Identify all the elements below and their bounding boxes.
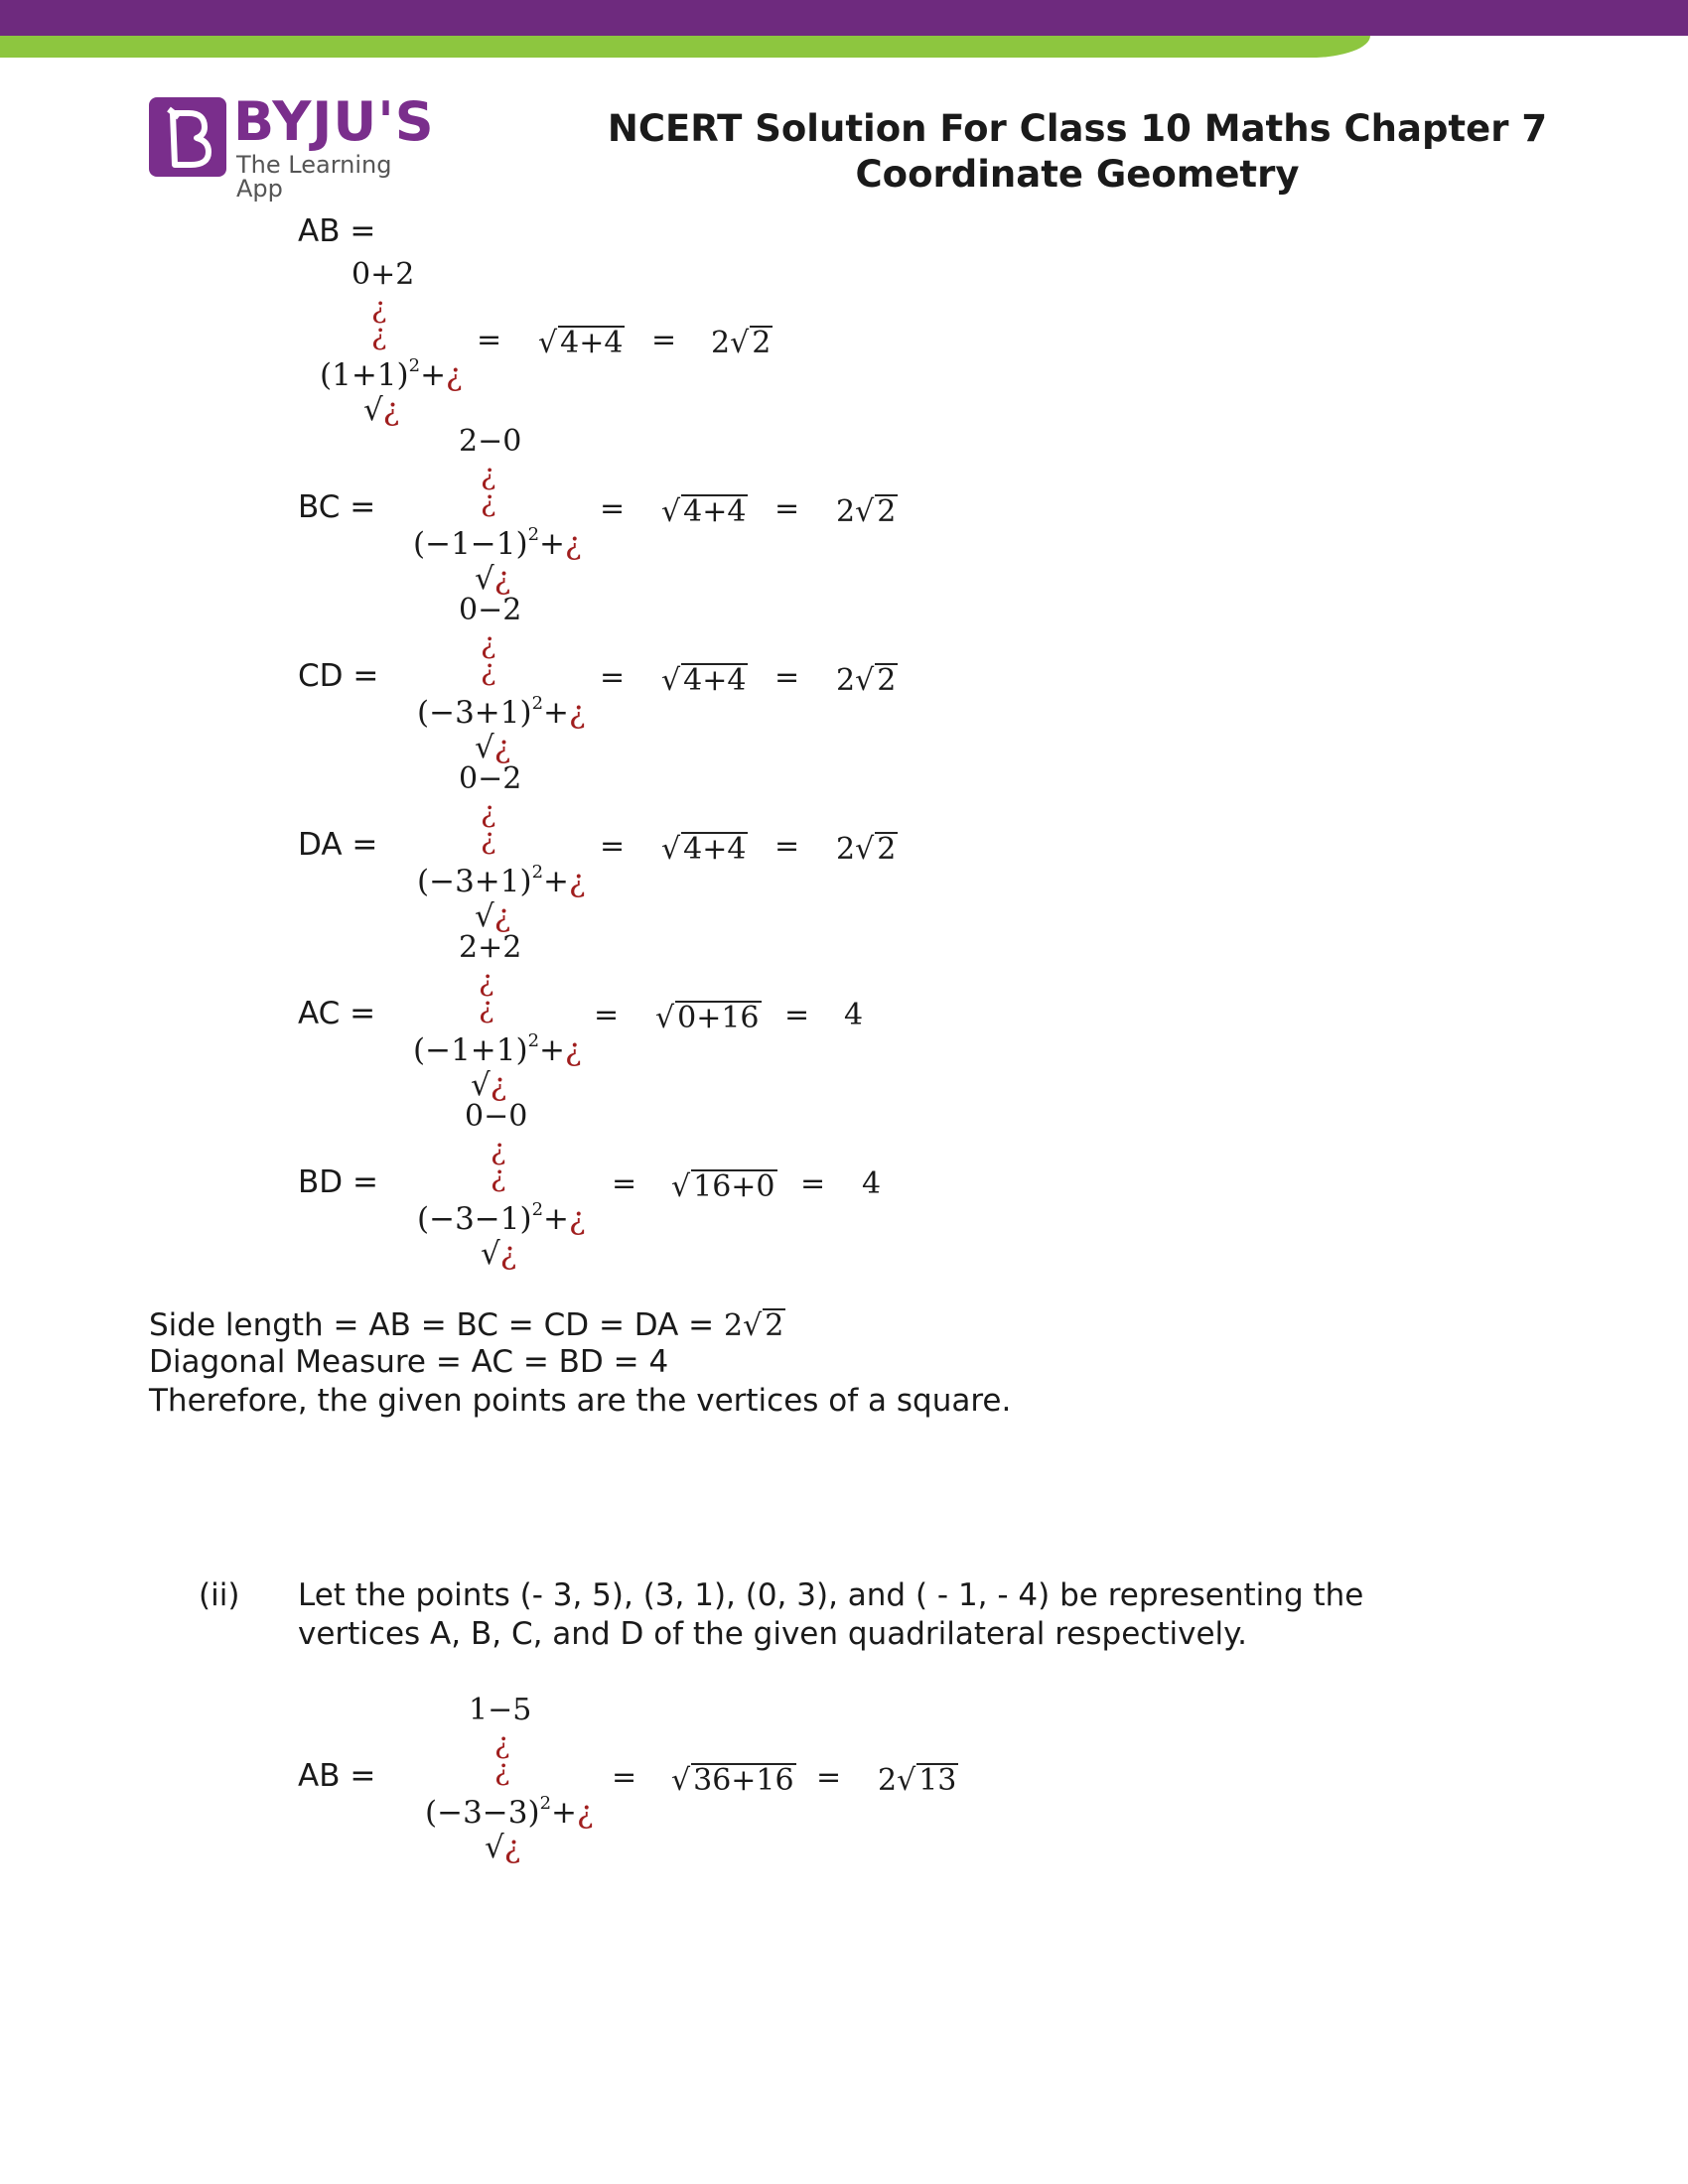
- cd-paren-expr: $(-3+1)^2+¿$: [417, 693, 586, 731]
- bd-paren: (−3−1): [417, 1201, 532, 1237]
- bc-sqrt-arg: 4+4: [683, 494, 747, 529]
- page-title-line-2: Coordinate Geometry: [855, 153, 1300, 196]
- ac-eq-2: =: [784, 998, 810, 1032]
- cd-result-coef: 2: [836, 663, 856, 698]
- byjus-logo-icon: [149, 97, 226, 177]
- ab2-label: AB =: [298, 1758, 376, 1794]
- cd-sqrt: √ 4+4: [661, 663, 747, 698]
- header-band-green: [0, 36, 1370, 58]
- ab-artifact-2: ¿: [371, 318, 387, 351]
- cd-artifact-2: ¿: [481, 653, 496, 687]
- bd-sqrt-arg: 16+0: [693, 1169, 775, 1204]
- cd-eq-2: =: [774, 660, 800, 695]
- ab-result: 2√ 2: [711, 326, 772, 360]
- bd-eq-2: =: [800, 1166, 826, 1201]
- bc-artifact-2: ¿: [481, 484, 496, 518]
- byjus-logo: [149, 90, 437, 203]
- bd-label: BD =: [298, 1164, 378, 1200]
- ab2-exp: 2: [539, 1793, 552, 1814]
- ac-paren: (−1+1): [413, 1032, 528, 1068]
- header-band-purple: [0, 0, 1688, 36]
- cd-result: 2√ 2: [836, 663, 897, 698]
- cd-paren: (−3+1): [417, 695, 532, 731]
- cd-artifact-4: ¿: [493, 730, 511, 765]
- ab2-eq-1: =: [612, 1760, 637, 1795]
- bc-paren-expr: $(-1-1)^2+¿$: [413, 524, 582, 562]
- bc-artifact-4: ¿: [493, 561, 511, 597]
- da-artifact-1: ¿: [481, 795, 496, 829]
- page-title-line-1: NCERT Solution For Class 10 Maths Chapter 7: [607, 107, 1548, 150]
- bd-artifact-3: ¿: [569, 1201, 586, 1237]
- da-artifact-4: ¿: [493, 898, 511, 934]
- ab2-artifact-4: ¿: [503, 1830, 521, 1865]
- bc-artifact-1: ¿: [481, 458, 496, 491]
- ab2-sqrt-arg: 36+16: [693, 1763, 794, 1798]
- ab-artifact-3: ¿: [446, 357, 463, 393]
- bd-eq-1: =: [612, 1166, 637, 1201]
- bd-artifact-2: ¿: [491, 1160, 506, 1193]
- cd-sqrt-arg: 4+4: [683, 663, 747, 698]
- ac-sqrt: √ 0+16: [655, 1001, 760, 1035]
- ab2-artifact-1: ¿: [494, 1726, 510, 1760]
- da-sqrt-arg: 4+4: [683, 832, 747, 867]
- bc-result-root: 2: [877, 494, 897, 529]
- bc-artifact-3: ¿: [565, 526, 582, 562]
- bc-result: 2√ 2: [836, 494, 897, 529]
- bd-sqrt: √ 16+0: [671, 1169, 775, 1204]
- cd-root-artifact: √¿: [475, 730, 511, 765]
- part-ii-marker: (ii): [199, 1577, 240, 1613]
- bd-root-artifact: √¿: [481, 1236, 517, 1272]
- ab-eq-1: =: [477, 323, 502, 357]
- da-label: DA =: [298, 827, 378, 863]
- bd-artifact-4: ¿: [499, 1236, 517, 1272]
- da-paren-expr: $(-3+1)^2+¿$: [417, 862, 586, 899]
- part-ii-line-2: vertices A, B, C, and D of the given quadrilateral respectively.: [298, 1616, 1247, 1652]
- bc-eq-2: =: [774, 491, 800, 526]
- ac-numerator: 2+2: [459, 930, 522, 965]
- ac-artifact-3: ¿: [565, 1032, 582, 1068]
- ab-numerator: 0+2: [352, 257, 415, 292]
- summary-side-text: Side length = AB = BC = CD = DA =: [149, 1307, 715, 1343]
- ab2-result: 2√ 13: [878, 1763, 957, 1798]
- bd-paren-expr: $(-3-1)^2+¿$: [417, 1199, 586, 1237]
- bd-result: 4: [862, 1166, 882, 1201]
- bc-sqrt: √ 4+4: [661, 494, 747, 529]
- da-result: 2√ 2: [836, 832, 897, 867]
- ab-exp: 2: [408, 355, 421, 376]
- ab-eq-2: =: [651, 323, 677, 357]
- ab-result-coef: 2: [711, 326, 731, 360]
- conclusion-text: Therefore, the given points are the vertices of a square.: [149, 1383, 1012, 1419]
- summary-diagonal: Diagonal Measure = AC = BD = 4: [149, 1344, 669, 1380]
- ab-result-root: 2: [752, 326, 772, 360]
- ac-result: 4: [844, 998, 864, 1032]
- summary-side-root: 2: [765, 1308, 784, 1343]
- da-artifact-3: ¿: [569, 864, 586, 899]
- ab2-eq-2: =: [816, 1760, 842, 1795]
- ab2-result-root: 13: [918, 1763, 957, 1798]
- part-ii-line-1: Let the points (- 3, 5), (3, 1), (0, 3), and ( - 1, - 4) be representing the: [298, 1577, 1364, 1613]
- ab-root-artifact: √¿: [363, 392, 400, 428]
- cd-exp: 2: [531, 693, 544, 714]
- ab2-paren-expr: $(-3-3)^2+¿$: [425, 1793, 594, 1831]
- bd-numerator: 0−0: [465, 1099, 528, 1134]
- ac-artifact-1: ¿: [479, 964, 494, 998]
- ab-label: AB =: [298, 213, 376, 249]
- cd-label: CD =: [298, 658, 379, 694]
- cd-eq-1: =: [600, 660, 626, 695]
- bc-paren: (−1−1): [413, 526, 528, 562]
- ab-sqrt-arg: 4+4: [560, 326, 624, 360]
- bc-numerator: 2−0: [459, 424, 522, 459]
- cd-numerator: 0−2: [459, 593, 522, 627]
- bc-eq-1: =: [600, 491, 626, 526]
- ac-eq-1: =: [594, 998, 620, 1032]
- da-eq-1: =: [600, 829, 626, 864]
- ab2-numerator: 1−5: [469, 1693, 532, 1727]
- ac-artifact-2: ¿: [479, 991, 494, 1024]
- ab2-artifact-2: ¿: [494, 1753, 510, 1787]
- ac-sqrt-arg: 0+16: [677, 1001, 760, 1035]
- ac-root-artifact: √¿: [471, 1067, 507, 1103]
- da-result-root: 2: [877, 832, 897, 867]
- bc-result-coef: 2: [836, 494, 856, 529]
- ac-exp: 2: [527, 1030, 540, 1051]
- ab2-sqrt: √ 36+16: [671, 1763, 794, 1798]
- cd-artifact-3: ¿: [569, 695, 586, 731]
- bd-artifact-1: ¿: [491, 1133, 506, 1166]
- summary-side-length: [149, 1308, 785, 1342]
- brand-tagline: The Learning App: [236, 151, 392, 203]
- summary-side-coef: 2: [724, 1308, 744, 1343]
- da-exp: 2: [531, 862, 544, 883]
- ac-label: AC =: [298, 996, 376, 1031]
- ac-artifact-4: ¿: [490, 1067, 507, 1103]
- bc-exp: 2: [527, 524, 540, 545]
- bc-root-artifact: √¿: [475, 561, 511, 597]
- ab2-root-artifact: √¿: [485, 1830, 521, 1865]
- ab-artifact-4: ¿: [382, 392, 400, 428]
- summary-side-value: 2√ 2: [724, 1308, 784, 1343]
- da-root-artifact: √¿: [475, 898, 511, 934]
- bc-label: BC =: [298, 489, 376, 525]
- da-numerator: 0−2: [459, 761, 522, 796]
- cd-result-root: 2: [877, 663, 897, 698]
- ab-sqrt: √ 4+4: [538, 326, 624, 360]
- brand-name: BYJU'S: [233, 90, 435, 153]
- da-paren: (−3+1): [417, 864, 532, 899]
- da-sqrt: √ 4+4: [661, 832, 747, 867]
- ab-paren: (1+1): [320, 357, 409, 393]
- bd-exp: 2: [531, 1199, 544, 1220]
- da-result-coef: 2: [836, 832, 856, 867]
- da-artifact-2: ¿: [481, 822, 496, 856]
- ab2-result-coef: 2: [878, 1763, 898, 1798]
- ab2-paren: (−3−3): [425, 1795, 540, 1831]
- cd-artifact-1: ¿: [481, 626, 496, 660]
- ab2-artifact-3: ¿: [577, 1795, 594, 1831]
- ab-artifact-1: ¿: [371, 291, 387, 325]
- ac-paren-expr: $(-1+1)^2+¿$: [413, 1030, 582, 1068]
- da-eq-2: =: [774, 829, 800, 864]
- ab-paren-expr: $(1+1)^2+¿$: [320, 355, 463, 393]
